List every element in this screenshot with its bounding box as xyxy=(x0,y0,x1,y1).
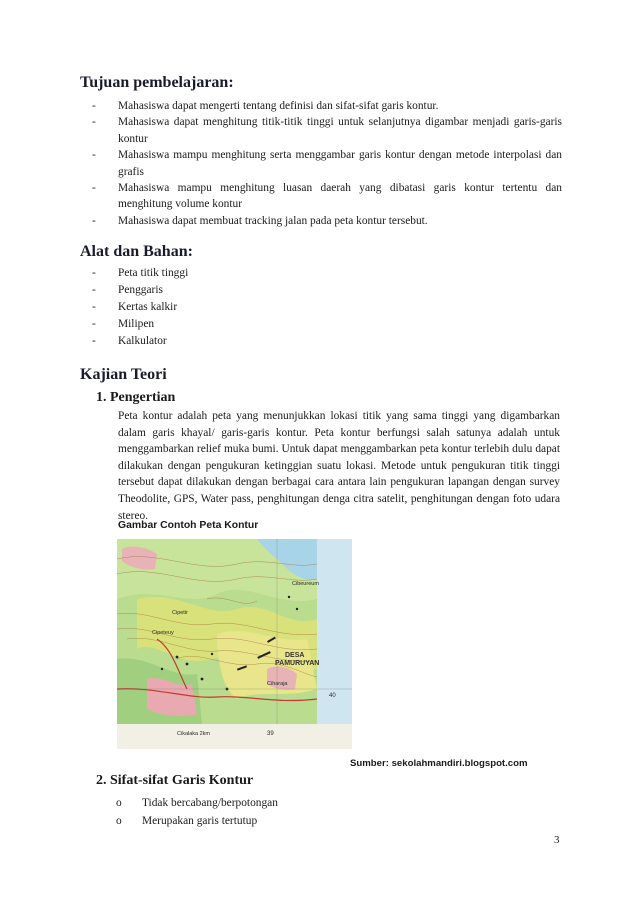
pengertian-title: 1. Pengertian xyxy=(96,390,176,405)
figure-caption: Gambar Contoh Peta Kontur xyxy=(118,520,259,531)
tujuan-heading: Tujuan pembelajaran: xyxy=(80,74,234,91)
alat-list xyxy=(92,265,562,350)
figure-source: Sumber: sekolahmandiri.blogspot.com xyxy=(350,758,528,769)
map-label-desa: DESA xyxy=(285,652,305,659)
alat-item-4: - Milipen xyxy=(92,318,155,330)
tujuan-item-4: - Mahasiswa mampu menghitung luasan daerah yang dibatasi garis kontur tertentu dan menghitung volume kontur xyxy=(92,182,562,211)
alat-item-1: - Peta titik tinggi xyxy=(92,267,189,279)
tujuan-list xyxy=(92,98,562,229)
page-number: 3 xyxy=(554,834,560,846)
map-label-cipeteuy: Cipeteuy xyxy=(152,630,174,636)
map-label-cipetir: Cipetir xyxy=(172,610,188,616)
tujuan-item-5: - Mahasiswa dapat membuat tracking jalan pada peta kontur tersebut. xyxy=(92,214,428,227)
sifat-item-1: o Tidak bercabang/berpotongan xyxy=(116,797,278,809)
alat-item-3: - Kertas kalkir xyxy=(92,301,178,313)
tujuan-item-1: - Mahasiswa dapat mengerti tentang definisi dan sifat-sifat garis kontur. xyxy=(92,100,439,112)
sifat-item-2: o Merupakan garis tertutup xyxy=(116,815,258,827)
alat-heading: Alat dan Bahan: xyxy=(80,243,193,260)
contour-map-image xyxy=(117,539,352,749)
map-label-grid-40: 40 xyxy=(329,693,336,699)
sifat-title: 2. Sifat-sifat Garis Kontur xyxy=(96,773,254,788)
map-label-ciharaja: Ciharaja xyxy=(267,681,288,687)
map-label-cikalaka: Cikalaka 2km xyxy=(177,731,211,737)
sifat-list xyxy=(116,794,556,830)
tujuan-item-3: - Mahasiswa mampu menghitung serta menggambar garis kontur dengan metode interpolasi dan grafis xyxy=(92,149,562,178)
alat-item-2: - Penggaris xyxy=(92,284,163,296)
kajian-heading: Kajian Teori xyxy=(80,366,167,383)
map-label-cibeureum: Cibeureum xyxy=(292,581,319,587)
alat-item-5: - Kalkulator xyxy=(92,335,167,347)
tujuan-item-2: - Mahasiswa dapat menghitung titik-titik tinggi untuk selanjutnya digambar menjadi garis-garis kontur xyxy=(92,116,562,145)
map-label-grid-39: 39 xyxy=(267,731,274,737)
map-label-pamuruyan: PAMURUYAN xyxy=(275,660,320,667)
pengertian-paragraph: Peta kontur adalah peta yang menunjukkan lokasi titik yang sama tinggi yang digambarkan dalam garis khayal/ garis-garis kontur. Peta kontur berfungsi salah satunya adalah untuk menggambarkan relief muka bumi. Untuk dapat menggambarkan peta kontur terlebih dulu dapat dilakukan dengan pengukuran ketinggian suatu lokasi. Metode untuk pengukuran titik tinggi tersebut dapat dilakukan dengan berbagai cara antara lain pengukuran lapangan dengan survey Theodolite, GPS, Water pass, penghitungan denga citra satelit, penghitungan dengan foto udara stereo. xyxy=(118,410,560,522)
